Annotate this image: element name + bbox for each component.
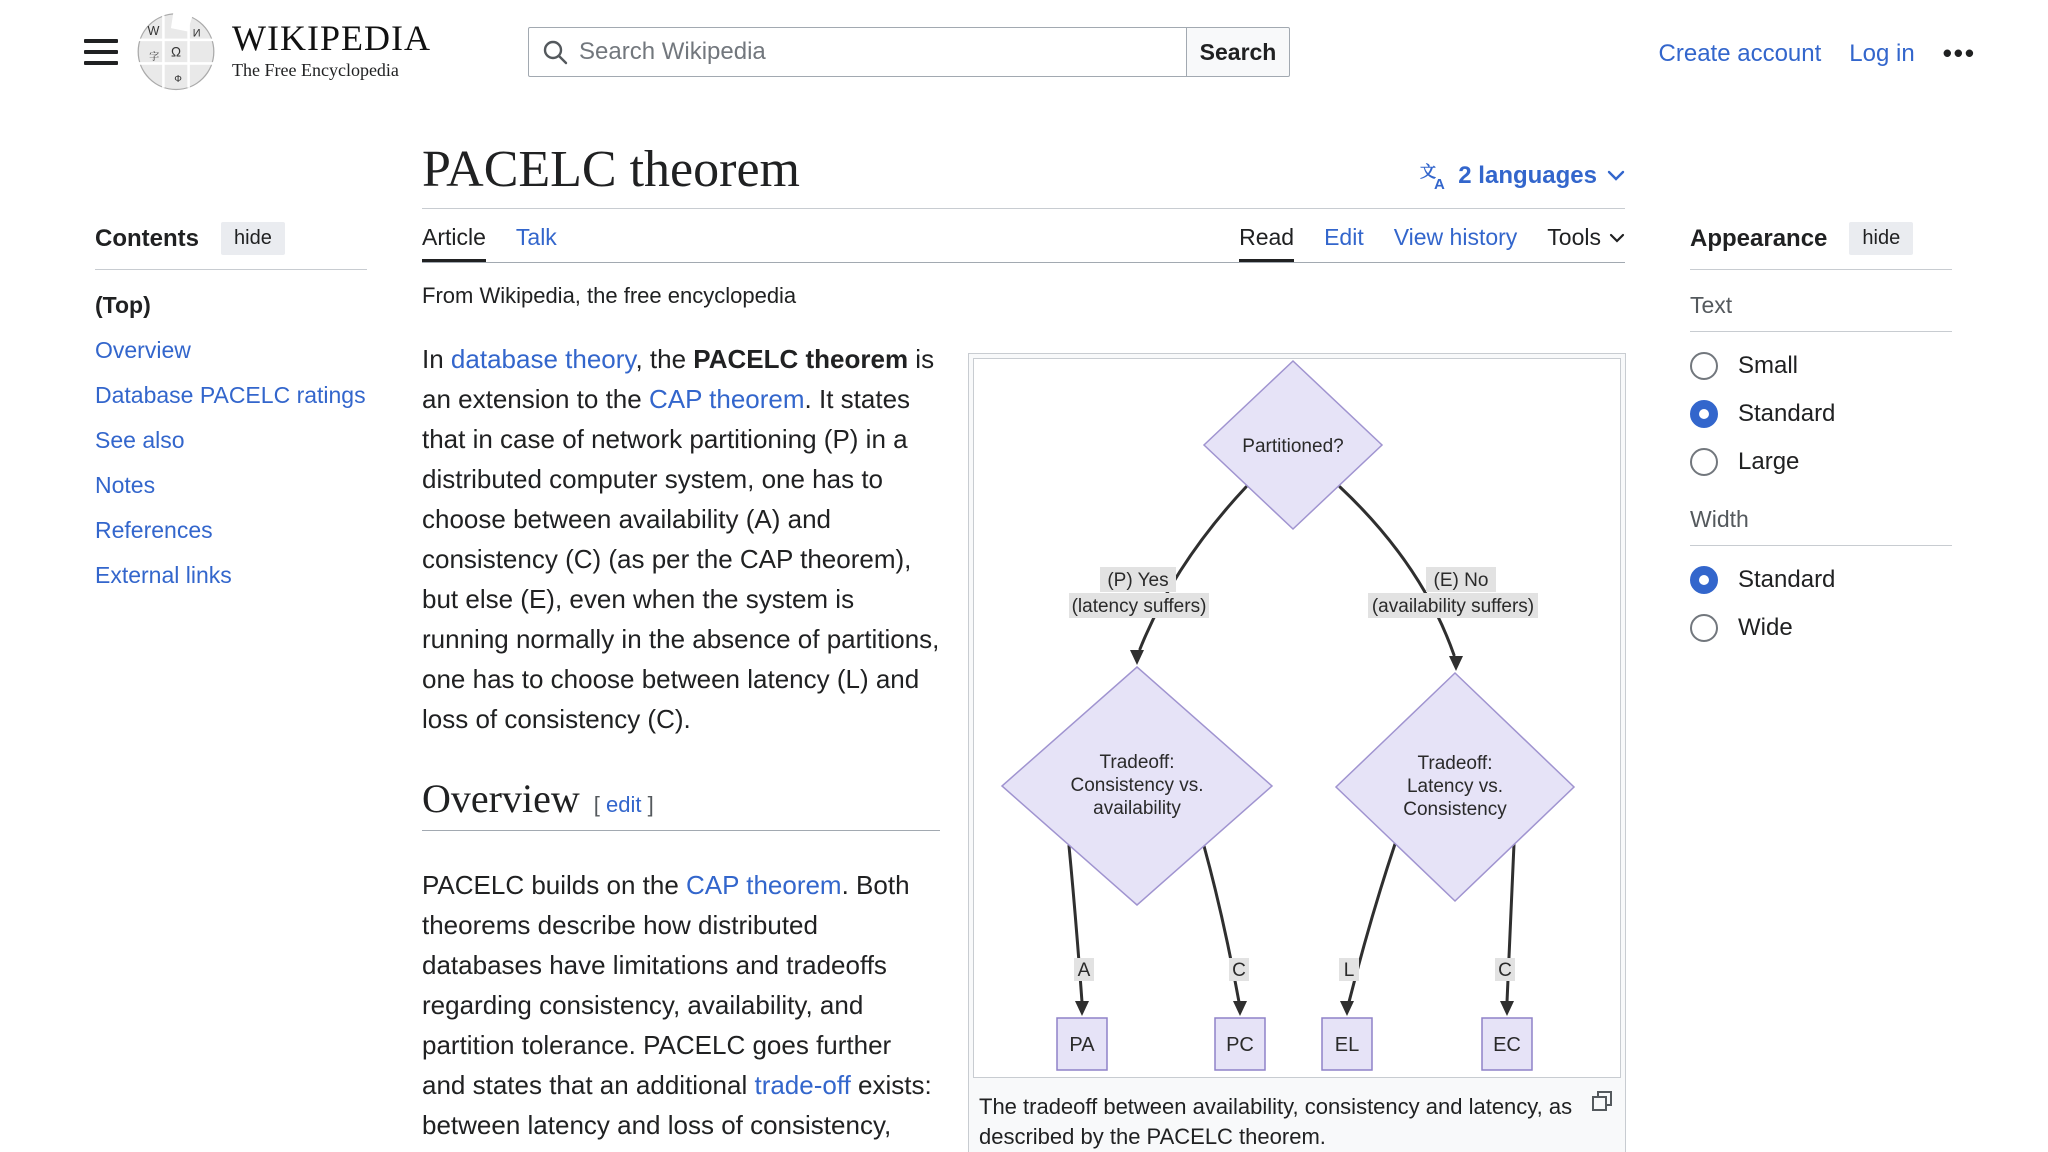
contents-hide-button[interactable]: hide [221,222,285,255]
root-label: Partitioned? [1242,436,1344,457]
overview-heading-row [422,775,940,831]
tab-view-history[interactable]: View history [1393,224,1518,250]
svg-text:PA: PA [1069,1034,1095,1056]
text-section-label: Text [1690,292,1952,332]
namespace-tabs [422,224,557,262]
toc-item-overview[interactable]: Overview [95,337,191,363]
svg-text:(availability suffers): (availability suffers) [1371,596,1535,617]
svg-text:PC: PC [1226,1034,1254,1056]
enlarge-icon[interactable] [1591,1090,1613,1112]
search-icon [541,38,569,66]
toc-item-see-also[interactable]: See also [95,427,185,453]
site-title: WIKIPEDIA [232,18,431,59]
edit-section: [ edit ] [593,792,654,817]
svg-text:Tradeoff:: Tradeoff: [1417,753,1493,774]
svg-text:Ф: Ф [174,73,182,85]
tab-edit[interactable]: Edit [1324,224,1364,250]
appearance-header [1690,222,1952,270]
radio-icon [1690,566,1718,594]
wikipedia-logo[interactable] [134,8,431,92]
tab-talk[interactable]: Talk [515,224,557,250]
tab-article[interactable]: Article [422,224,486,262]
article-tab-bar [422,217,1625,263]
search-input[interactable] [569,38,1186,66]
appearance-hide-button[interactable]: hide [1849,222,1913,255]
radio-text-standard[interactable]: Standard [1690,400,1990,428]
svg-text:C: C [1232,960,1246,981]
menu-icon[interactable] [82,36,120,68]
radio-icon [1690,614,1718,642]
svg-text:(P) Yes: (P) Yes [1107,570,1169,591]
radio-text-small[interactable]: Small [1690,352,1990,380]
ellipsis-menu-icon[interactable]: ••• [1942,38,1976,68]
toc-item-external-links[interactable]: External links [95,562,232,588]
svg-text:Ω: Ω [170,44,182,60]
radio-text-large[interactable]: Large [1690,448,1990,476]
radio-icon [1690,400,1718,428]
chevron-down-icon [1607,170,1625,182]
contents-list [95,290,367,590]
wordmark [232,19,431,81]
overview-paragraph: PACELC builds on the CAP theorem. Both theorems describe how distributed databases have limitations and tradeoffs regarding consistency, availability, and partition tolerance. PACELC goes further and states that an additional trade-off exists: between latency and loss of consistency, [422,870,932,1140]
site-subtitle: From Wikipedia, the free encyclopedia [422,283,797,308]
width-section-label: Width [1690,506,1952,546]
translate-icon [1420,162,1448,190]
view-tabs [1239,224,1625,262]
tab-read[interactable]: Read [1239,224,1294,262]
search-box [528,27,1187,77]
languages-button[interactable]: 文 A 2 languages [1420,162,1625,190]
svg-text:(latency suffers): (latency suffers) [1071,596,1207,617]
svg-text:И: И [192,27,201,40]
page-title: PACELC theorem [422,141,800,198]
svg-text:Consistency: Consistency [1403,799,1507,820]
chevron-down-icon [1609,233,1625,243]
pacelc-figure [968,353,1626,1152]
radio-icon [1690,352,1718,380]
title-row [422,142,1625,209]
appearance-sidebar [1690,222,1990,642]
svg-text:Consistency vs.: Consistency vs. [1070,775,1204,796]
svg-text:W: W [147,23,160,38]
svg-text:A: A [1077,960,1091,981]
log-in-link[interactable]: Log in [1849,39,1915,67]
appearance-title: Appearance [1690,224,1828,252]
toc-item-database-pacelc-ratings[interactable]: Database PACELC ratings [95,382,366,408]
svg-text:(E) No: (E) No [1433,570,1489,591]
svg-text:L: L [1343,960,1355,981]
pacelc-flowchart-image[interactable] [973,358,1621,1078]
contents-header [95,222,367,270]
edit-section-link[interactable]: edit [605,792,642,817]
toc-item-top[interactable]: (Top) [95,292,151,318]
decision-nodes [1002,361,1574,905]
svg-text:EL: EL [1334,1034,1360,1056]
search-bar [528,27,1290,77]
puzzle-globe-icon [134,8,218,92]
svg-text:文: 文 [1420,164,1437,181]
svg-text:EC: EC [1493,1034,1521,1056]
flowchart-svg [974,359,1620,1077]
radio-width-wide[interactable]: Wide [1690,614,1990,642]
svg-text:Tradeoff:: Tradeoff: [1099,752,1175,773]
create-account-link[interactable]: Create account [1658,39,1822,67]
contents-sidebar [95,222,367,605]
overview-heading: Overview [422,776,580,821]
leaf-nodes [1057,1018,1532,1070]
svg-text:字: 字 [149,52,160,64]
contents-title: Contents [95,224,199,252]
toc-item-notes[interactable]: Notes [95,472,156,498]
site-tagline: The Free Encyclopedia [232,59,399,80]
radio-icon [1690,448,1718,476]
figure-caption: The tradeoff between availability, consistency and latency, as described by the PACELC theorem. [973,1078,1621,1152]
toc-item-references[interactable]: References [95,517,213,543]
svg-text:A: A [1434,176,1446,190]
user-links [1659,38,1976,69]
intro-paragraph: In database theory, the PACELC theorem is an extension to the CAP theorem. It states that in case of network partitioning (P) in a distributed computer system, one has to choose between availability (A) and consistency (C) (as per the CAP theorem), but else (E), even when the system is running normally in the absence of partitions, one has to choose between latency (L) and loss of consistency (C). [422,344,940,734]
svg-text:C: C [1498,960,1512,981]
search-button[interactable]: Search [1186,27,1290,77]
tab-tools[interactable]: Tools [1547,224,1625,262]
radio-width-standard[interactable]: Standard [1690,566,1990,594]
svg-text:availability: availability [1093,798,1181,819]
svg-text:Latency vs.: Latency vs. [1406,776,1504,797]
